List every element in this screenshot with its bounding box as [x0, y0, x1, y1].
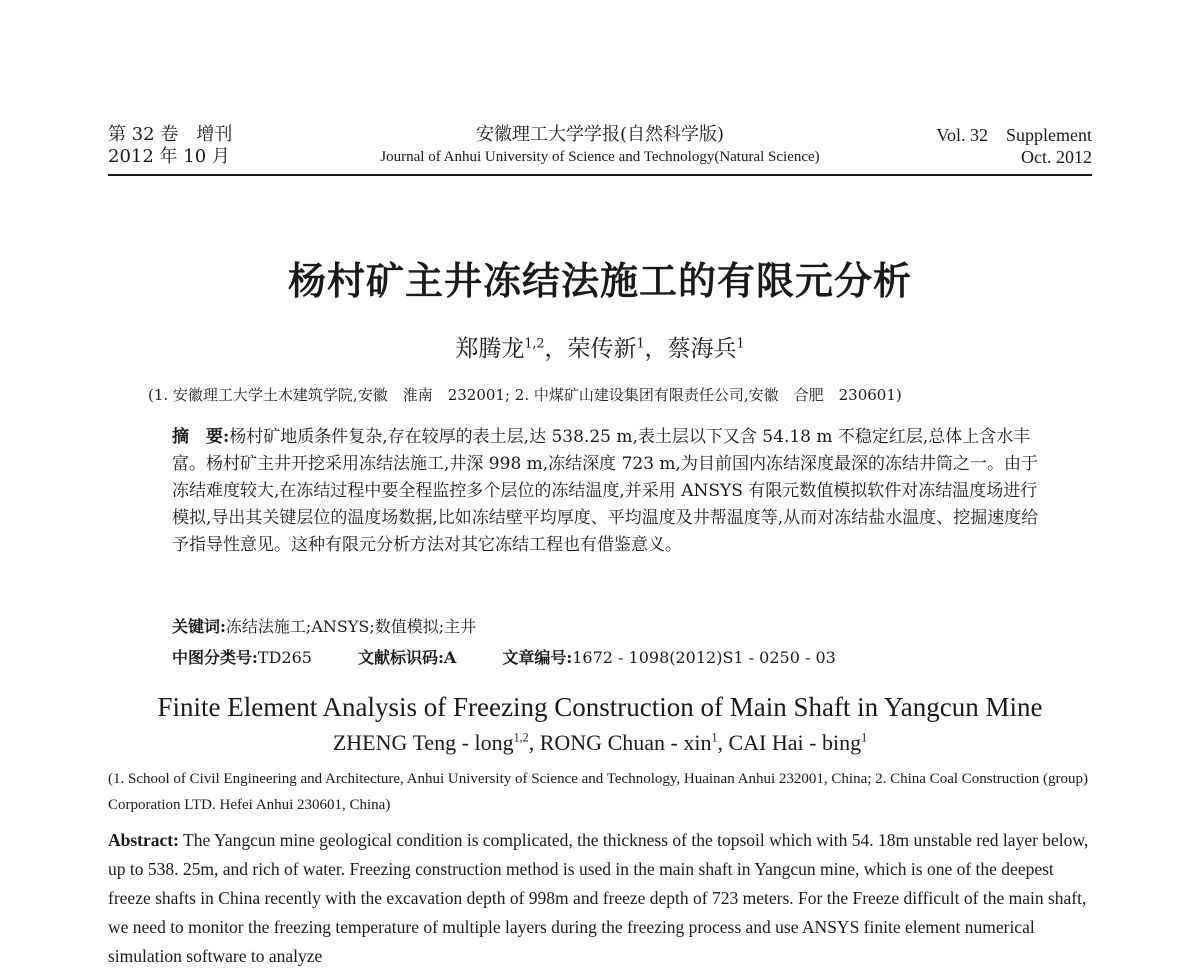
author-2-cn-sup: 1 — [636, 335, 645, 351]
classification-line — [172, 645, 836, 668]
header-rule — [108, 174, 1092, 176]
author-2-cn: 荣传新 — [567, 336, 637, 362]
paper-title-cn: 杨村矿主井冻结法施工的有限元分析 — [287, 258, 912, 303]
volume-en: Vol. 32 Supplement — [936, 125, 1092, 145]
authors-cn — [0, 330, 1200, 363]
paper-title-en: Finite Element Analysis of Freezing Construction of Main Shaft in Yangcun Mine — [157, 692, 1043, 722]
doc-code-label: 文献标识码: — [357, 648, 444, 667]
keywords-text: 冻结法施工;ANSYS;数值模拟;主井 — [225, 617, 477, 636]
abstract-cn-text: 杨村矿地质条件复杂,存在较厚的表土层,达 538.25 m,表土层以下又含 54.18 m 不稳定红层,总体上含水丰富。杨村矿主井开挖采用冻结法施工,井深 998 m,冻结深度 723 m,为目前国内冻结深度最深的冻结井筒之一。由于冻结难度较大,在冻结过程中要全程监控多个层位的冻结温度,并采用 ANSYS 有限元数值模拟软件对冻结温度场进行模拟,导出其关键层位的温度场数据,比如冻结壁平均厚度、平均温度及井帮温度等,从而对冻结盐水温度、挖掘速度给予指导性意见。这种有限元分析方法对其它冻结工程也有借鉴意义。 — [172, 427, 1039, 555]
author-3-en-sup: 1 — [861, 730, 868, 745]
header-left — [108, 124, 232, 168]
keywords-label: 关键词: — [172, 617, 226, 636]
author-1-en-sup: 1,2 — [513, 730, 529, 745]
affiliation-cn: (1. 安徽理工大学土木建筑学院,安徽 淮南 232001; 2. 中煤矿山建设集团有限责任公司,安徽 合肥 230601) — [148, 386, 902, 404]
abstract-en-label: Abstract: — [108, 830, 179, 850]
abstract-en — [108, 826, 1092, 971]
author-3-en: CAI Hai - bing — [728, 730, 862, 755]
clc-label: 中图分类号: — [172, 648, 258, 667]
author-2-en: RONG Chuan - xin — [539, 730, 712, 755]
journal-title-en: Journal of Anhui University of Science and Technology(Natural Science) — [380, 149, 820, 165]
keywords-cn — [172, 614, 476, 637]
author-separator: ， — [544, 336, 568, 362]
affiliation-en: (1. School of Civil Engineering and Architecture, Anhui University of Science and Technology, Huainan Anhui 232001, China; 2. China Coal Construction (group) Corporation LTD. Hefei Anhui 230601, China) — [108, 771, 1089, 813]
author-1-en: ZHENG Teng - long — [332, 730, 514, 755]
author-1-cn: 郑腾龙 — [455, 336, 525, 362]
author-separator: , — [528, 730, 540, 755]
author-3-cn: 蔡海兵 — [667, 336, 737, 362]
author-2-en-sup: 1 — [711, 730, 718, 745]
clc-value: TD265 — [257, 648, 312, 667]
article-number-value: 1672 - 1098(2012)S1 - 0250 - 03 — [572, 648, 836, 667]
author-3-cn-sup: 1 — [736, 335, 745, 351]
volume-cn: 第 32 卷 增刊 — [108, 124, 233, 145]
authors-en — [0, 730, 1200, 756]
abstract-cn-label: 摘 要: — [172, 427, 230, 447]
journal-title-cn: 安徽理工大学学报(自然科学版) — [475, 124, 725, 145]
date-cn: 2012 年 10 月 — [108, 146, 230, 167]
doc-code-value: A — [443, 648, 457, 667]
abstract-cn — [172, 424, 1042, 559]
abstract-en-text: The Yangcun mine geological condition is complicated, the thickness of the topsoil which with 54. 18m unstable red layer below, up to 538. 25m, and rich of water. Freezing construction method is used in the main shaft in Yangcun mine, which is one of the deepest freeze shafts in China recently with the excavation depth of 998m and freeze depth of 723 meters. For the Freeze difficult of the main shaft, we need to monitor the freezing temperature of multiple layers during the freezing process and use ANSYS finite element numerical simulation software to analyze — [108, 830, 1089, 966]
author-1-cn-sup: 1,2 — [524, 335, 545, 351]
header-right — [936, 124, 1092, 168]
article-number-label: 文章编号: — [502, 648, 573, 667]
author-separator: , — [717, 730, 729, 755]
author-separator: ， — [644, 336, 668, 362]
date-en: Oct. 2012 — [1021, 147, 1092, 167]
header-center — [320, 124, 880, 168]
